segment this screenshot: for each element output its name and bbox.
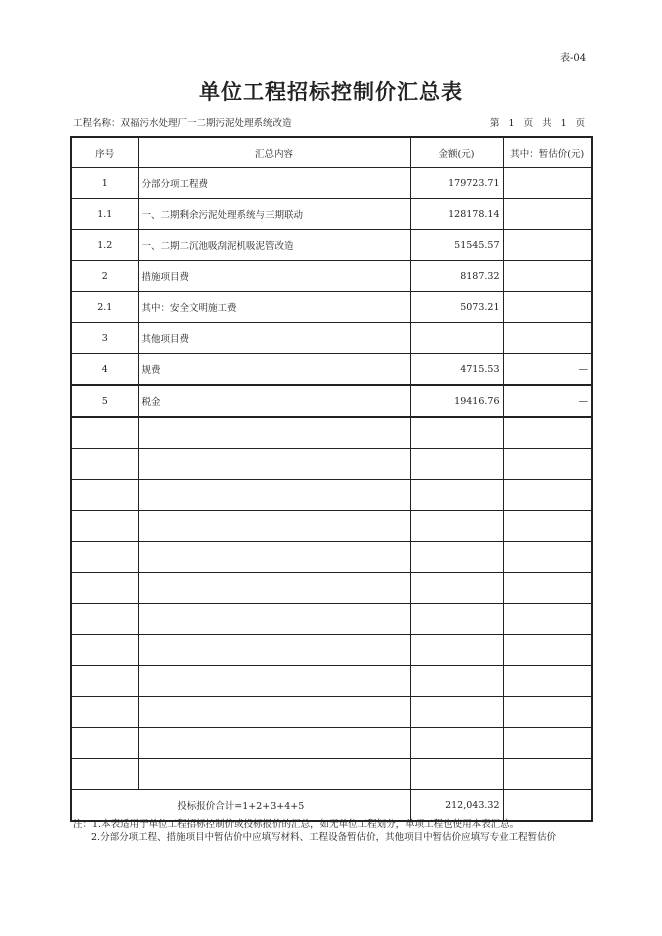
empty-row <box>71 697 592 728</box>
cell-seq: 2 <box>71 261 138 292</box>
empty-row <box>71 666 592 697</box>
table-row <box>71 199 592 230</box>
empty-cell <box>138 635 410 666</box>
total-label: 投标报价合计=1+2+3+4+5 <box>71 790 410 822</box>
form-code: 表-04 <box>560 53 587 64</box>
notes <box>73 818 556 844</box>
empty-cell <box>503 604 592 635</box>
empty-row <box>71 573 592 604</box>
empty-cell <box>138 449 410 480</box>
empty-cell <box>410 511 503 542</box>
cell-content: 其他项目费 <box>138 323 410 354</box>
empty-cell <box>410 728 503 759</box>
cell-content: 一、二期二沉池吸刮泥机吸泥管改造 <box>138 230 410 261</box>
page-title: 单位工程招标控制价汇总表 <box>199 79 463 104</box>
cell-content: 一、二期剩余污泥处理系统与三期联动 <box>138 199 410 230</box>
cell-seq: 5 <box>71 385 138 417</box>
empty-cell <box>503 542 592 573</box>
empty-row <box>71 511 592 542</box>
empty-row <box>71 480 592 511</box>
empty-cell <box>138 697 410 728</box>
cell-seq: 3 <box>71 323 138 354</box>
empty-cell <box>410 573 503 604</box>
table-row <box>71 323 592 354</box>
empty-cell <box>71 759 138 790</box>
cell-seq: 1.1 <box>71 199 138 230</box>
empty-cell <box>71 697 138 728</box>
header-seq: 序号 <box>71 137 138 168</box>
cell-amount: 51545.57 <box>410 230 503 261</box>
empty-row <box>71 759 592 790</box>
cell-provisional <box>503 199 592 230</box>
empty-cell <box>503 417 592 449</box>
empty-cell <box>71 417 138 449</box>
cell-amount: 128178.14 <box>410 199 503 230</box>
cell-provisional <box>503 168 592 199</box>
empty-cell <box>410 480 503 511</box>
total-provisional <box>503 790 592 822</box>
empty-cell <box>410 635 503 666</box>
empty-cell <box>410 759 503 790</box>
table-row <box>71 230 592 261</box>
header-provisional: 其中：暂估价(元) <box>503 137 592 168</box>
project-name: 工程名称：双福污水处理厂一二期污泥处理系统改造 <box>73 118 292 129</box>
cell-content: 措施项目费 <box>138 261 410 292</box>
total-amount: 212,043.32 <box>410 790 503 822</box>
empty-row <box>71 542 592 573</box>
table-row <box>71 354 592 386</box>
empty-row <box>71 417 592 449</box>
empty-cell <box>410 417 503 449</box>
empty-row <box>71 604 592 635</box>
cell-amount: 8187.32 <box>410 261 503 292</box>
cell-amount: 19416.76 <box>410 385 503 417</box>
empty-cell <box>503 697 592 728</box>
empty-row <box>71 635 592 666</box>
empty-cell <box>503 759 592 790</box>
cell-amount: 5073.21 <box>410 292 503 323</box>
empty-cell <box>71 511 138 542</box>
empty-cell <box>138 480 410 511</box>
empty-cell <box>410 604 503 635</box>
cell-amount: 179723.71 <box>410 168 503 199</box>
cell-content: 其中：安全文明施工费 <box>138 292 410 323</box>
table-row <box>71 168 592 199</box>
empty-cell <box>71 542 138 573</box>
table-header-row <box>71 137 592 168</box>
empty-cell <box>503 666 592 697</box>
empty-cell <box>138 604 410 635</box>
table-row <box>71 292 592 323</box>
empty-cell <box>410 697 503 728</box>
note-1: 注：1.本表适用于单位工程招标控制价或投标报价的汇总，如无单位工程划分，单项工程也使用本表汇总。 <box>73 819 520 830</box>
empty-cell <box>138 542 410 573</box>
cell-seq: 2.1 <box>71 292 138 323</box>
empty-cell <box>503 635 592 666</box>
empty-cell <box>138 573 410 604</box>
cell-seq: 1 <box>71 168 138 199</box>
cell-amount: 4715.53 <box>410 354 503 386</box>
header-amount: 金额(元) <box>410 137 503 168</box>
empty-cell <box>138 759 410 790</box>
empty-cell <box>71 604 138 635</box>
empty-cell <box>138 511 410 542</box>
empty-cell <box>410 542 503 573</box>
note-2: 2.分部分项工程、措施项目中暂估价中应填写材料、工程设备暂估价，其他项目中暂估价应填写专业工程暂估价 <box>91 832 557 843</box>
cell-provisional <box>503 230 592 261</box>
cell-provisional <box>503 292 592 323</box>
empty-cell <box>71 573 138 604</box>
empty-cell <box>138 417 410 449</box>
cell-seq: 4 <box>71 354 138 386</box>
empty-cell <box>503 449 592 480</box>
total-row <box>71 790 592 822</box>
empty-cell <box>71 480 138 511</box>
table-row <box>71 385 592 417</box>
page-info: 第 1 页 共 1 页 <box>490 118 586 129</box>
empty-cell <box>503 480 592 511</box>
table-row <box>71 261 592 292</box>
empty-cell <box>71 635 138 666</box>
empty-cell <box>410 666 503 697</box>
empty-cell <box>503 573 592 604</box>
empty-row <box>71 728 592 759</box>
cell-provisional: — <box>503 354 592 386</box>
cell-content: 分部分项工程费 <box>138 168 410 199</box>
empty-cell <box>410 449 503 480</box>
cell-provisional <box>503 323 592 354</box>
summary-table <box>70 136 593 822</box>
empty-cell <box>503 511 592 542</box>
empty-cell <box>71 728 138 759</box>
cell-seq: 1.2 <box>71 230 138 261</box>
cell-content: 规费 <box>138 354 410 386</box>
cell-provisional: — <box>503 385 592 417</box>
empty-cell <box>503 728 592 759</box>
cell-amount <box>410 323 503 354</box>
empty-cell <box>71 666 138 697</box>
cell-provisional <box>503 261 592 292</box>
empty-cell <box>138 666 410 697</box>
empty-cell <box>71 449 138 480</box>
empty-row <box>71 449 592 480</box>
header-content: 汇总内容 <box>138 137 410 168</box>
cell-content: 税金 <box>138 385 410 417</box>
empty-cell <box>138 728 410 759</box>
